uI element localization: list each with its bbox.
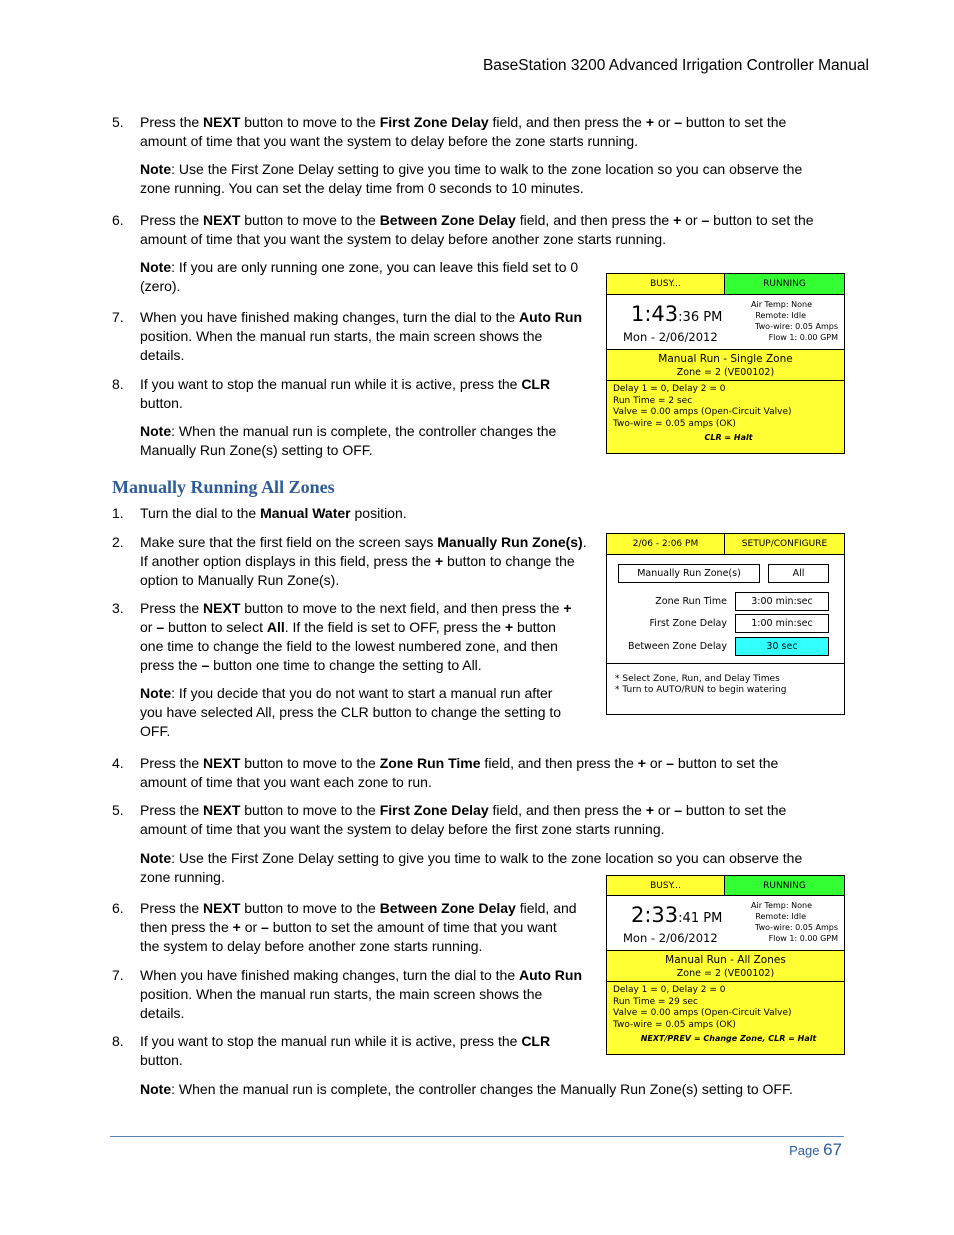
step-2-text: Make sure that the first field on the screen says Manually Run Zone(s). If another option displays in this field, press the + button to change the option to Manually Run Zone(s). [140,534,587,588]
section-heading: Manually Running All Zones [112,477,335,497]
status-readouts: Air Temp: None Remote: Idle Two-wire: 0.05 Amps Flow 1: 0.00 GPM [751,300,838,342]
step-number: 6. [112,212,124,228]
run-details: Delay 1 = 0, Delay 2 = 0 Run Time = 29 sec Valve = 0.00 amps (Open-Circuit Valve) Two-wire = 0.05 amps (OK) NEXT/PREV = Change Zone, CLR = Halt [607,982,844,1054]
run-mode-banner: Manual Run - All Zones Zone = 2 (VE00102) [607,951,844,982]
step-number: 2. [112,534,124,550]
step-number: 4. [112,755,124,771]
step-8-text: If you want to stop the manual run while it is active, press the CLR button. [140,376,551,411]
controller-screen-all-zones [606,875,845,1055]
date: Mon - 2/06/2012 [623,330,718,344]
step-8-text: If you want to stop the manual run while it is active, press the CLR button. [140,1033,551,1068]
note-one-zone: Note: If you are only running one zone, you can leave this field set to 0 (zero). [140,259,579,294]
first-zone-delay-label: First Zone Delay [649,618,727,629]
note-run-complete-2: Note: When the manual run is complete, the controller changes the Manually Run Zone(s) setting to OFF. [140,1081,793,1097]
run-details: Delay 1 = 0, Delay 2 = 0 Run Time = 2 sec Valve = 0.00 amps (Open-Circuit Valve) Two-wire = 0.05 amps (OK) CLR = Halt [607,381,844,453]
clock: 1:43:36 PM [631,302,723,326]
run-mode-banner: Manual Run - Single Zone Zone = 2 (VE00102) [607,350,844,381]
step-number: 3. [112,600,124,616]
step-7-text: When you have finished making changes, turn the dial to the Auto Run position. When the manual run starts, the main screen shows the details. [140,967,582,1021]
step-number: 5. [112,114,124,130]
step-number: 7. [112,309,124,325]
between-zone-delay-label: Between Zone Delay [627,641,727,652]
zone-run-time-value: 3:00 min:sec [735,592,829,611]
step-number: 1. [112,505,124,521]
note-first-zone-delay: Note: Use the First Zone Delay setting to give you time to walk to the zone location so you can observe the zone running. You can set the delay time from 0 seconds to 10 minutes. [140,161,803,196]
step-5-text: Press the NEXT button to move to the First Zone Delay field, and then press the + or – button to set the amount of time that you want the system to delay before the zone starts running. [140,114,787,149]
date: Mon - 2/06/2012 [623,931,718,945]
running-header: BaseStation 3200 Advanced Irrigation Controller Manual [482,57,869,74]
between-zone-delay-value: 30 sec [735,637,829,656]
clock: 2:33:41 PM [631,903,723,927]
status-readouts: Air Temp: None Remote: Idle Two-wire: 0.05 Amps Flow 1: 0.00 GPM [751,901,838,943]
note-run-complete: Note: When the manual run is complete, the controller changes the Manually Run Zone(s) setting to OFF. [140,423,557,458]
note-first-zone-delay-2: Note: Use the First Zone Delay setting to give you time to walk to the zone location so you can observe the zone running. [140,850,803,885]
manual-run-value: All [768,564,829,583]
running-indicator: RUNNING [725,274,844,294]
running-indicator: RUNNING [725,876,844,895]
zone-run-time-label: Zone Run Time [655,596,727,607]
step-number: 8. [112,376,124,392]
footer-rule [110,1136,844,1137]
first-zone-delay-value: 1:00 min:sec [735,614,829,633]
step-3-text: Press the NEXT button to move to the next field, and then press the + or – button to select All. If the field is set to OFF, press the + button one time to change the field to the lowest numbered zone, and then press the – button one time to change the setting to All. [140,600,572,673]
step-4-text: Press the NEXT button to move to the Zone Run Time field, and then press the + or – button to set the amount of time that you want each zone to run. [140,755,779,790]
step-number: 7. [112,967,124,983]
setup-hints: * Select Zone, Run, and Delay Times * Turn to AUTO/RUN to begin watering [615,674,787,695]
manual-run-field: Manually Run Zone(s) [618,564,760,583]
mode-indicator: SETUP/CONFIGURE [725,534,844,554]
step-7-text: When you have finished making changes, turn the dial to the Auto Run position. When the manual run starts, the main screen shows the details. [140,309,582,363]
busy-indicator: BUSY... [607,274,725,294]
step-1-text: Turn the dial to the Manual Water position. [140,505,407,521]
step-number: 5. [112,802,124,818]
datetime: 2/06 - 2:06 PM [607,534,725,554]
step-6-text: Press the NEXT button to move to the Between Zone Delay field, and then press the + or – button to set the amount of time that you want the system to delay before another zone starts running. [140,900,577,954]
step-6-text: Press the NEXT button to move to the Between Zone Delay field, and then press the + or – button to set the amount of time that you want the system to delay before another zone starts running. [140,212,814,247]
controller-screen-single-zone [606,273,845,454]
step-5-text: Press the NEXT button to move to the First Zone Delay field, and then press the + or – button to set the amount of time that you want the system to delay before the first zone starts running. [140,802,787,837]
page-number: Page 67 [789,1140,842,1159]
controller-screen-setup [606,533,845,715]
note-select-all: Note: If you decide that you do not want to start a manual run after you have selected All, press the CLR button to change the setting to OFF. [140,685,562,739]
busy-indicator: BUSY... [607,876,725,895]
step-number: 8. [112,1033,124,1049]
step-number: 6. [112,900,124,916]
